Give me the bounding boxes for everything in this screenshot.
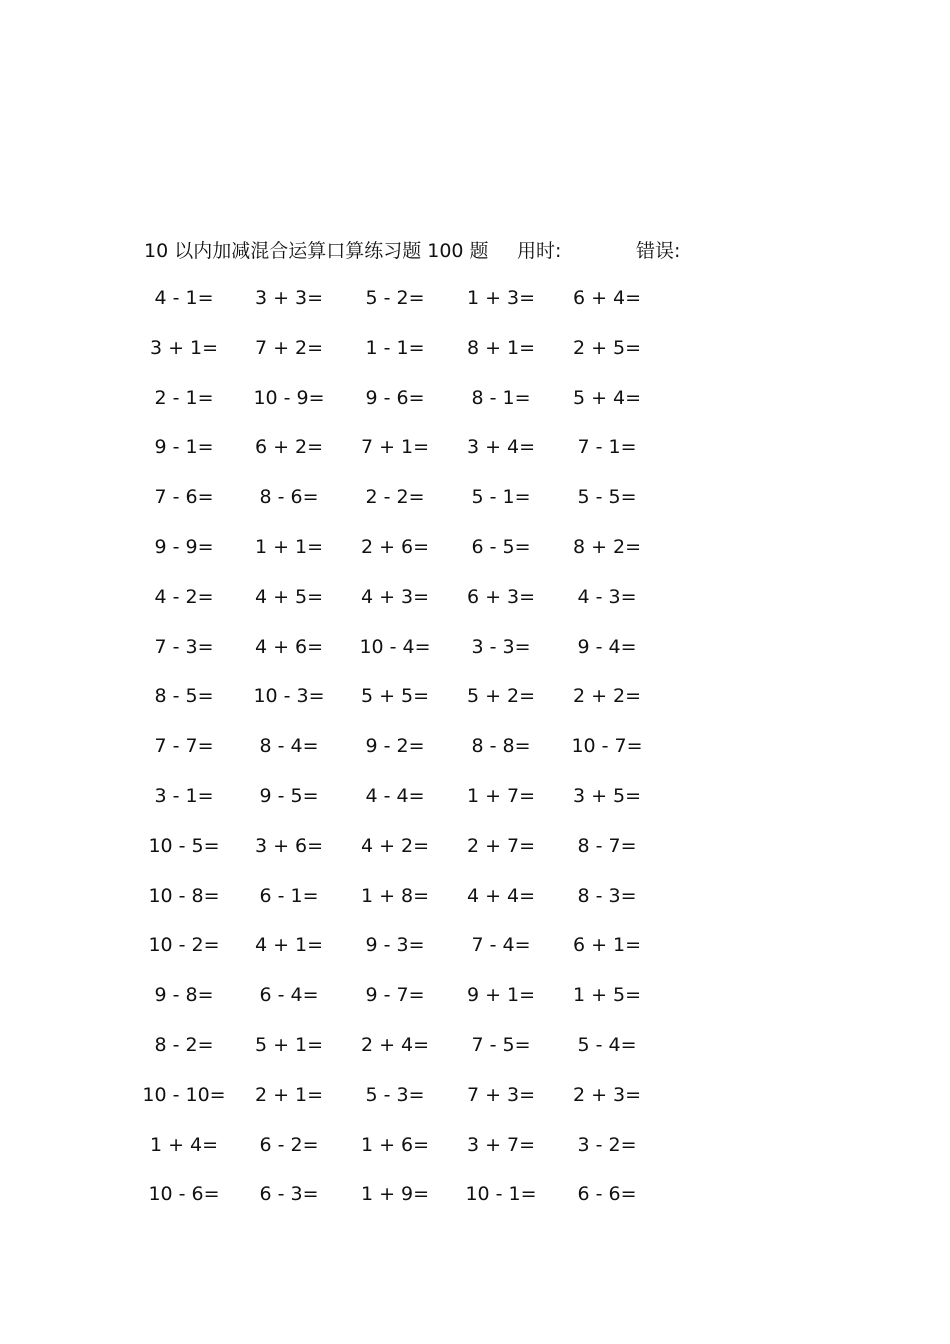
problem-item: 9 - 6= xyxy=(365,386,425,409)
problem-row xyxy=(0,431,950,481)
problem-item: 9 + 1= xyxy=(466,984,536,1007)
problem-item: 7 + 1= xyxy=(360,436,430,459)
problem-item: 2 + 1= xyxy=(254,1083,324,1106)
problem-row xyxy=(0,1129,950,1179)
problem-item: 5 - 4= xyxy=(577,1033,637,1056)
problem-row xyxy=(0,581,950,631)
problem-item: 2 + 7= xyxy=(466,834,536,857)
problem-item: 4 - 2= xyxy=(154,585,214,608)
problem-row xyxy=(0,830,950,880)
problem-item: 4 + 5= xyxy=(254,585,324,608)
problem-row xyxy=(0,481,950,531)
problem-item: 10 - 3= xyxy=(253,685,325,708)
problem-item: 1 + 3= xyxy=(466,287,536,309)
problem-item: 7 + 3= xyxy=(466,1083,536,1106)
problem-item: 6 + 2= xyxy=(254,436,324,459)
problem-item: 6 + 3= xyxy=(466,585,536,608)
problem-row xyxy=(0,929,950,979)
problem-item: 8 + 1= xyxy=(466,336,536,359)
problem-item: 7 - 1= xyxy=(577,436,637,459)
problem-item: 2 + 2= xyxy=(572,685,642,708)
problem-item: 9 - 7= xyxy=(365,984,425,1007)
problem-item: 10 - 1= xyxy=(465,1183,537,1206)
problem-item: 6 + 4= xyxy=(572,287,642,309)
problem-item: 9 - 3= xyxy=(365,934,425,957)
problem-item: 7 - 4= xyxy=(471,934,531,957)
problem-item: 3 + 1= xyxy=(149,336,219,359)
problem-row xyxy=(0,1178,950,1228)
problem-item: 4 + 6= xyxy=(254,635,324,658)
errors-label: 错误: xyxy=(636,240,681,262)
problem-item: 9 - 4= xyxy=(577,635,637,658)
problem-item: 4 - 4= xyxy=(365,784,425,807)
problem-row xyxy=(0,531,950,581)
problem-item: 8 - 6= xyxy=(259,486,319,509)
problem-item: 2 - 2= xyxy=(365,486,425,509)
problem-item: 1 - 1= xyxy=(365,336,425,359)
problem-item: 10 - 6= xyxy=(148,1183,220,1206)
problem-item: 10 - 4= xyxy=(359,635,431,658)
problem-item: 2 + 5= xyxy=(572,336,642,359)
problem-item: 9 - 1= xyxy=(154,436,214,459)
problem-row xyxy=(0,680,950,730)
problem-row xyxy=(0,631,950,681)
problem-item: 1 + 1= xyxy=(254,535,324,558)
problem-item: 1 + 9= xyxy=(360,1183,430,1206)
worksheet-header xyxy=(0,236,950,264)
problem-item: 8 - 7= xyxy=(577,834,637,857)
problem-item: 9 - 9= xyxy=(154,535,214,558)
problem-item: 3 - 2= xyxy=(577,1133,637,1156)
problem-item: 5 - 5= xyxy=(577,486,637,509)
problem-row xyxy=(0,332,950,382)
problem-item: 9 - 2= xyxy=(365,735,425,758)
problem-item: 2 + 6= xyxy=(360,535,430,558)
problem-item: 9 - 5= xyxy=(259,784,319,807)
problem-item: 5 + 4= xyxy=(572,386,642,409)
problem-row xyxy=(0,282,950,332)
problem-item: 1 + 5= xyxy=(572,984,642,1007)
problem-row xyxy=(0,730,950,780)
problem-item: 4 + 2= xyxy=(360,834,430,857)
problem-item: 4 + 1= xyxy=(254,934,324,957)
problem-row xyxy=(0,1079,950,1129)
problem-item: 6 - 4= xyxy=(259,984,319,1007)
problem-item: 10 - 2= xyxy=(148,934,220,957)
problem-item: 4 - 1= xyxy=(154,287,214,309)
problem-item: 8 + 2= xyxy=(572,535,642,558)
worksheet-title: 10 以内加减混合运算口算练习题 100 题 xyxy=(144,240,489,262)
problem-item: 7 - 5= xyxy=(471,1033,531,1056)
problem-item: 6 + 1= xyxy=(572,934,642,957)
problem-item: 5 - 3= xyxy=(365,1083,425,1106)
problem-item: 3 + 7= xyxy=(466,1133,536,1156)
problem-item: 7 - 3= xyxy=(154,635,214,658)
problem-item: 8 - 8= xyxy=(471,735,531,758)
problem-item: 6 - 1= xyxy=(259,884,319,907)
problem-item: 5 - 2= xyxy=(365,287,425,309)
problem-item: 7 + 2= xyxy=(254,336,324,359)
problem-item: 1 + 6= xyxy=(360,1133,430,1156)
problem-item: 1 + 7= xyxy=(466,784,536,807)
problem-item: 6 - 5= xyxy=(471,535,531,558)
time-used-label: 用时: xyxy=(517,240,562,262)
problem-item: 3 + 3= xyxy=(254,287,324,309)
problem-row xyxy=(0,979,950,1029)
problem-item: 5 + 5= xyxy=(360,685,430,708)
problem-item: 5 - 1= xyxy=(471,486,531,509)
problem-item: 8 - 4= xyxy=(259,735,319,758)
problem-item: 8 - 3= xyxy=(577,884,637,907)
problem-item: 8 - 2= xyxy=(154,1033,214,1056)
problem-item: 10 - 10= xyxy=(142,1083,226,1106)
problem-item: 4 - 3= xyxy=(577,585,637,608)
problem-item: 9 - 8= xyxy=(154,984,214,1007)
problem-row xyxy=(0,880,950,930)
problem-row xyxy=(0,382,950,432)
problem-item: 6 - 2= xyxy=(259,1133,319,1156)
problem-item: 5 + 1= xyxy=(254,1033,324,1056)
problem-item: 4 + 3= xyxy=(360,585,430,608)
problem-item: 3 + 5= xyxy=(572,784,642,807)
problem-item: 8 - 1= xyxy=(471,386,531,409)
problem-item: 10 - 7= xyxy=(571,735,643,758)
problem-item: 4 + 4= xyxy=(466,884,536,907)
problem-item: 10 - 8= xyxy=(148,884,220,907)
problem-item: 2 + 4= xyxy=(360,1033,430,1056)
problem-item: 3 - 3= xyxy=(471,635,531,658)
problem-item: 7 - 7= xyxy=(154,735,214,758)
problem-item: 7 - 6= xyxy=(154,486,214,509)
problem-item: 10 - 5= xyxy=(148,834,220,857)
problem-row xyxy=(0,780,950,830)
problem-item: 10 - 9= xyxy=(253,386,325,409)
problem-item: 3 + 6= xyxy=(254,834,324,857)
problem-item: 3 - 1= xyxy=(154,784,214,807)
problem-grid xyxy=(0,282,950,1228)
problem-item: 8 - 5= xyxy=(154,685,214,708)
problem-item: 1 + 8= xyxy=(360,884,430,907)
problem-item: 5 + 2= xyxy=(466,685,536,708)
problem-item: 3 + 4= xyxy=(466,436,536,459)
problem-item: 2 - 1= xyxy=(154,386,214,409)
problem-row xyxy=(0,1029,950,1079)
problem-item: 1 + 4= xyxy=(149,1133,219,1156)
problem-item: 2 + 3= xyxy=(572,1083,642,1106)
problem-item: 6 - 6= xyxy=(577,1183,637,1206)
problem-item: 6 - 3= xyxy=(259,1183,319,1206)
